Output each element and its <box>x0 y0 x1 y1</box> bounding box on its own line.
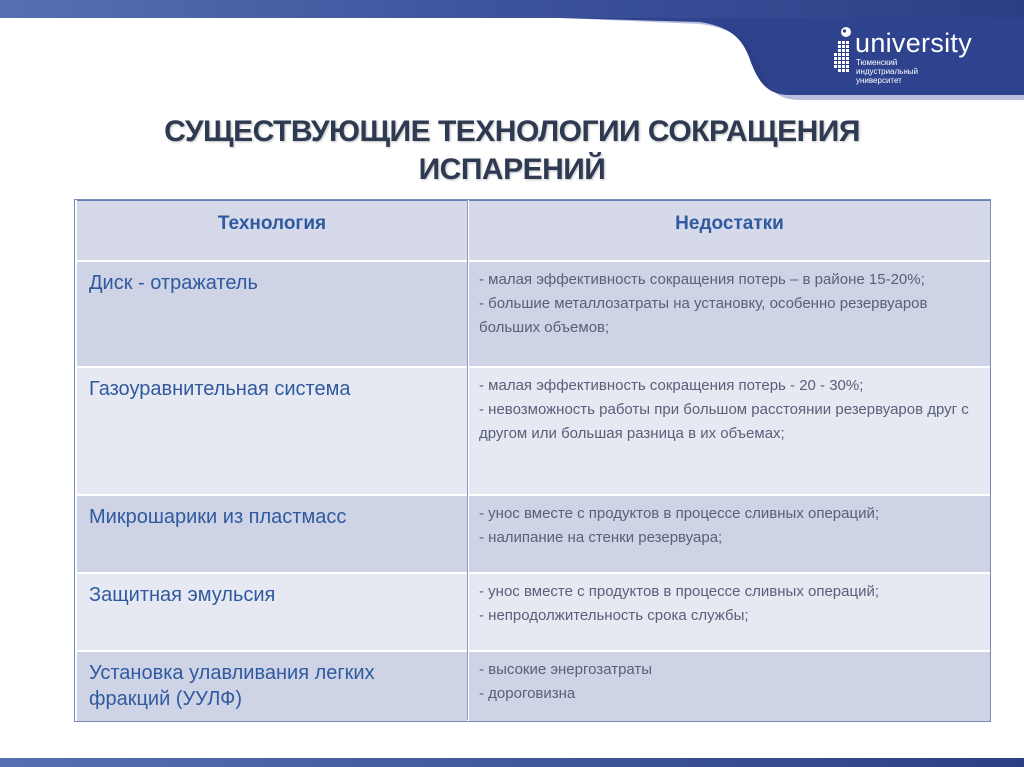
drawback-item: - непродолжительность срока службы; <box>479 607 749 624</box>
drawback-item: - большие металлозатраты на установку, особенно резервуаров больших объемов; <box>479 295 928 336</box>
drawback-item: - невозможность работы при большом расстоянии резервуаров друг с другом или большая разница в их объемах; <box>479 401 969 442</box>
drawbacks-cell <box>468 651 991 723</box>
logo-subtitle-line: Тюменский <box>856 58 898 67</box>
drawbacks-cell <box>468 573 991 651</box>
drawback-item: - дороговизна <box>479 685 576 702</box>
university-pillar-icon <box>832 26 854 78</box>
technology-cell: Микрошарики из пластмасс <box>76 495 468 573</box>
technology-cell: Диск - отражатель <box>76 261 468 367</box>
table-row <box>76 261 991 367</box>
drawbacks-cell <box>468 261 991 367</box>
slide-title-line-2: ИСПАРЕНИЙ <box>418 153 606 186</box>
technology-table <box>75 200 992 724</box>
logo-subtitle-line: университет <box>856 76 902 85</box>
table-row <box>76 367 991 495</box>
drawback-item: - малая эффективность сокращения потерь - 20 - 30%; <box>479 377 864 394</box>
column-header-drawbacks: Недостатки <box>468 201 991 262</box>
drawbacks-cell <box>468 495 991 573</box>
drawback-item: - унос вместе с продуктов в процессе сливных операций; <box>479 583 879 600</box>
drawback-item: - высокие энергозатраты <box>479 661 653 678</box>
logo-wordmark: university <box>855 28 973 58</box>
logo-subtitle <box>856 58 976 85</box>
technology-cell: Газоуравнительная система <box>76 367 468 495</box>
logo-subtitle-line: индустриальный <box>856 67 918 76</box>
slide-title <box>100 113 924 189</box>
column-header-technology: Технология <box>76 201 468 262</box>
table-row <box>76 651 991 723</box>
drawback-item: - малая эффективность сокращения потерь – в районе 15-20%; <box>479 271 925 288</box>
technology-cell: Установка улавливания легких фракций (УУЛФ) <box>76 651 468 723</box>
table-row <box>76 573 991 651</box>
drawback-item: - унос вместе с продуктов в процессе сливных операций; <box>479 505 879 522</box>
drawbacks-cell <box>468 367 991 495</box>
drawback-item: - налипание на стенки резервуара; <box>479 529 723 546</box>
technology-cell: Защитная эмульсия <box>76 573 468 651</box>
university-logo[interactable] <box>832 20 1017 90</box>
bottom-band <box>0 758 1024 767</box>
slide-title-line-1: СУЩЕСТВУЮЩИЕ ТЕХНОЛОГИИ СОКРАЩЕНИЯ <box>164 115 860 148</box>
table-row <box>76 495 991 573</box>
table-header-row <box>76 201 991 262</box>
